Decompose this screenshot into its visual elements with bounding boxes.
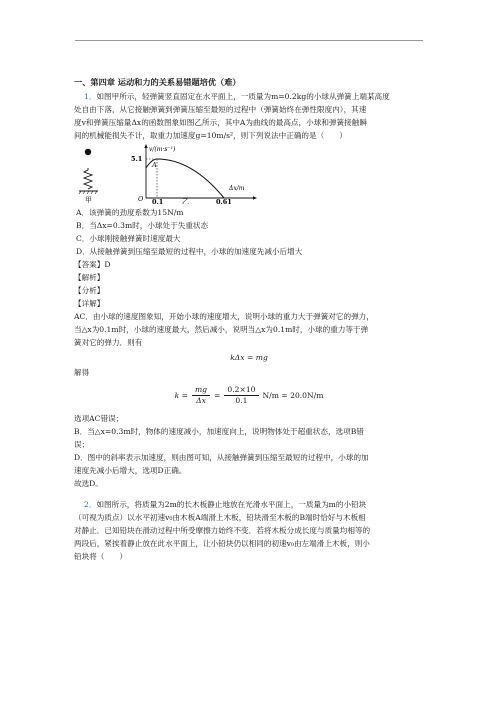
label-jia: 甲 [85,196,92,204]
q1-answer: 【答案】D [74,260,111,269]
point-a-label: A [152,161,157,169]
fraction-denominator: Δx [196,396,206,405]
q2-stem-line: （可视为质点）以水平初速v₀由木板A端滑上木板，铅块滑至木板的B端时恰好与木板相 [74,513,366,522]
q1-stem-line [74,90,424,103]
q1-figure-svg [74,144,284,204]
question-2 [74,498,424,563]
q1-xiangjie: 【详解】 [74,299,105,308]
q1-after-line: B．当△x=0.3m时，物体的速度减小，加速度向上，说明物体处于超重状态，选项B错 [74,427,364,436]
formula-hooke: kΔx = mg [230,353,268,362]
q1-after-line: 选项AC错误； [74,414,124,423]
q1-after-line: D．图中的斜率表示加速度，则由图可知，从接触弹簧到压缩至最短的过程中，小球的加 [74,453,369,462]
q1-after-line: 速度先减小后增大，选项D正确。 [74,466,187,475]
fraction-numerator: 0.2×10 [224,385,258,396]
velocity-curve [146,159,224,198]
fraction-values [224,385,258,406]
x-tick-2-label: 0.61 [216,198,232,204]
q1-explain-line: 当△x为0.1m时，小球的速度最大，然后减小，说明当△x为0.1m时，小球的重力等于弹 [74,325,369,334]
fraction-mg-dx [192,385,210,406]
y-axis-arrow-icon [144,144,147,148]
fraction-denominator: 0.1 [235,396,248,405]
spring-icon [84,170,92,189]
q1-option-c: C．小球刚接触弹簧时速度最大 [76,234,181,243]
q1-stem-line: 度v和弹簧压缩量Δx的函数图象如图乙所示，其中A为曲线的最高点，小球和弹簧接触瞬 [74,118,367,127]
label-yi: 乙 [182,198,189,204]
question-1 [74,90,424,490]
fraction-numerator: mg [192,385,210,396]
formula-k-lhs: k = [174,391,188,400]
origin-label: O [138,195,144,203]
q1-after-line: 故选D。 [74,479,103,488]
q2-stem-line: 两段后，紧挨着静止放在此水平面上，让小铅块仍以相同的初速v₀由左端滑上木板，则小 [74,539,370,548]
q1-option-d: D．从接触弹簧到压缩至最短的过程中，小球的加速度先减小后增大 [76,247,303,256]
q2-number: 2． [84,500,97,509]
q1-after-line: 误； [74,440,90,449]
q2-stem-line [74,498,424,511]
document-page [74,76,424,563]
y-tick-label: 5.1 [131,155,143,163]
formula-equals: = [214,391,221,400]
q1-explain-line: 簧对它的弹力．则有 [74,338,143,347]
q1-explain-line: AC．由小球的速度图象知，开始小球的速度增大，说明小球的重力大于弹簧对它的弹力， [74,312,374,321]
q1-figure [74,144,424,204]
ball-icon [85,149,91,155]
q1-stem-line: 间的机械能损失不计，取重力加速度g=10m/s²，则下列说法中正确的是（ ） [74,131,347,140]
q1-stem-text: 如图甲所示，轻弹簧竖直固定在水平面上，一质量为m=0.2kg的小球从弹簧上端某高度 [96,92,390,101]
q2-stem-line: 对静止．已知铅块在滑动过程中所受摩擦力始终不变．若将木板分成长度与质量均相等的 [74,526,371,535]
q2-stem-text: 如图所示，将质量为2m的长木板静止地放在光滑水平面上，一质量为m的小铅块 [96,500,367,509]
header-rule [75,40,423,41]
solve-word: 解得 [74,368,90,377]
q1-option-b: B．当Δx=0.3m时，小球处于失重状态 [76,221,209,230]
x-tick-1-label: 0.1 [152,198,164,204]
section-title: 一、第四章 运动和力的关系易错题培优（难） [74,77,241,87]
q1-number: 1． [84,92,97,101]
formula-k [74,385,424,406]
q1-jiexi: 【解析】 [74,273,105,282]
q1-option-a: A．该弹簧的劲度系数为15N/m [76,208,184,217]
q2-stem-line: 铅块将（ ） [74,552,128,561]
x-axis-label: Δx/m [229,185,245,192]
formula-result: N/m = 20.0N/m [262,391,324,400]
q1-fenxi: 【分析】 [74,286,105,295]
x-axis-arrow-icon [253,196,257,199]
q1-stem-line: 处自由下落，从它接触弹簧到弹簧压缩至最短的过程中（弹簧始终在弹性限度内），其速 [74,105,367,114]
y-axis-label: v/(m·s⁻¹) [149,146,176,153]
question-gap [74,490,424,498]
